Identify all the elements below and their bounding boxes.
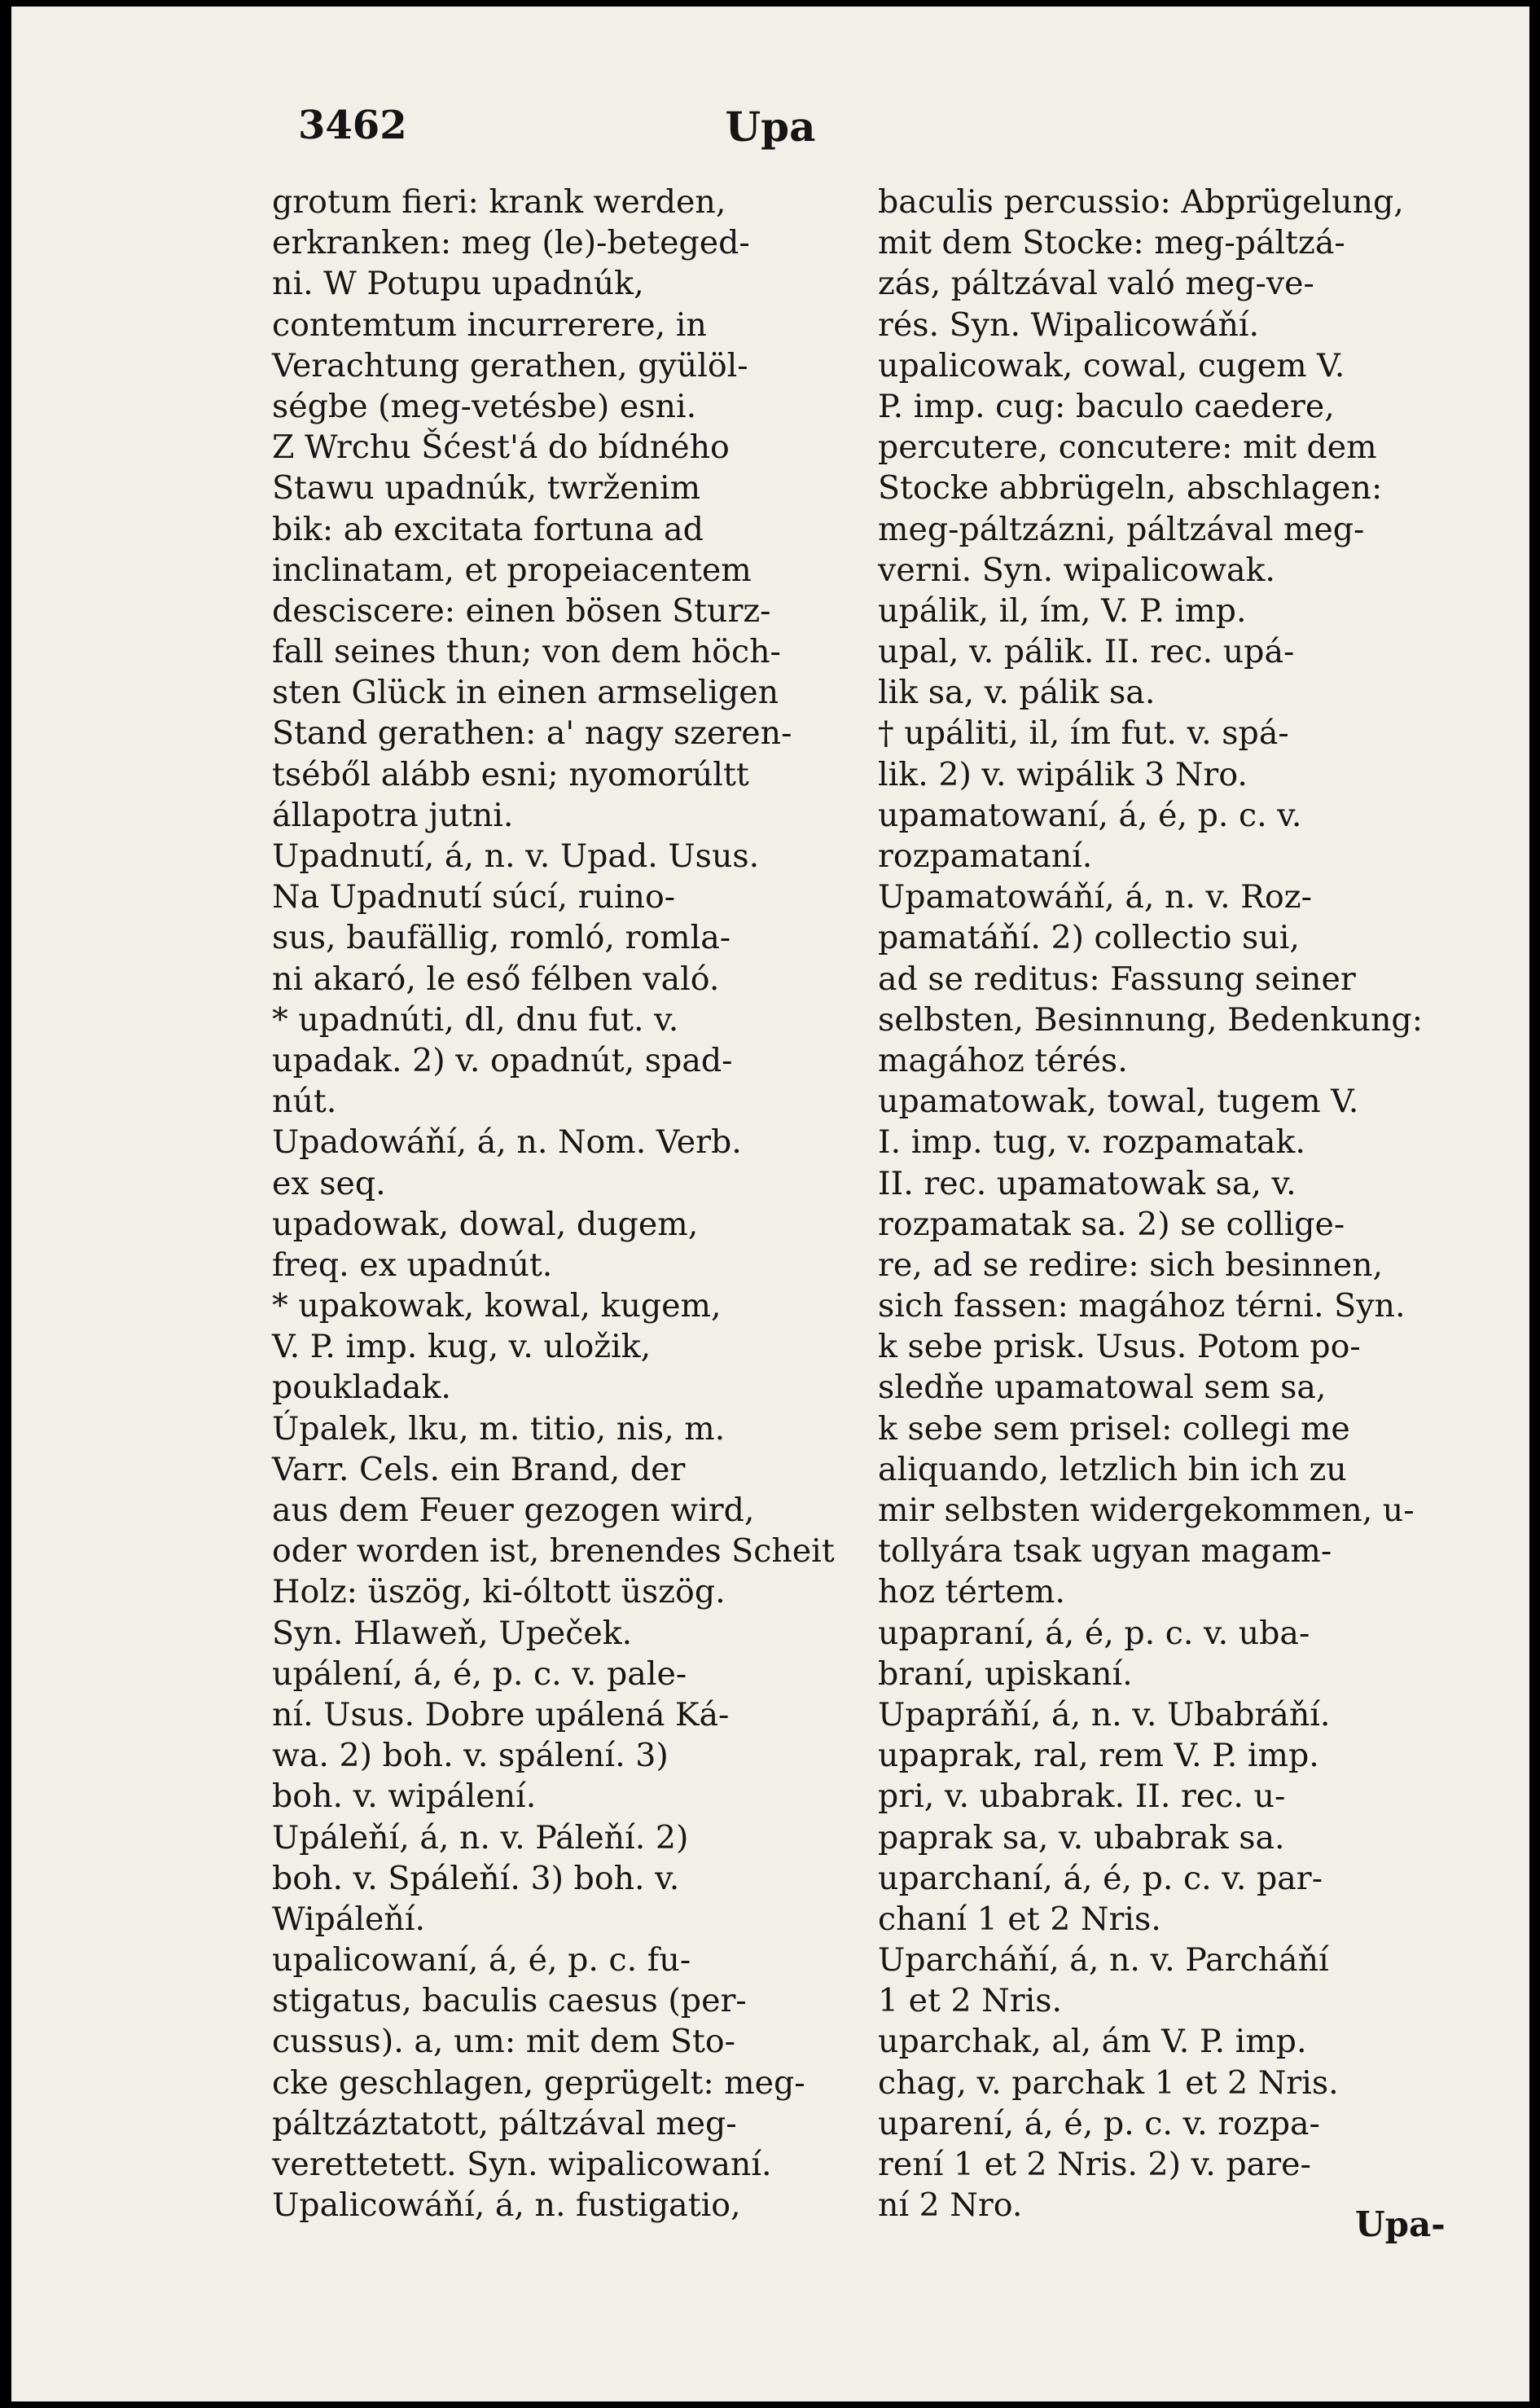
text-line: upamatowak, towal, tugem V. (878, 1083, 1359, 1121)
running-head: Upa (725, 103, 816, 151)
text-line: 1 et 2 Nris. (878, 1982, 1063, 2020)
text-line: Uparcháňí, á, n. v. Parcháňí (878, 1941, 1329, 1980)
text-line: ex seq. (272, 1164, 386, 1202)
text-line: P. imp. cug: baculo caedere, (878, 387, 1335, 425)
text-line: upalicowak, cowal, cugem V. (878, 346, 1345, 384)
text-line: Varr. Cels. ein Brand, der (272, 1450, 686, 1488)
text-line: Stand gerathen: a' nagy szeren- (272, 714, 792, 753)
left-column (272, 182, 891, 2226)
text-line: V. P. imp. kug, v. uložik, (272, 1328, 652, 1366)
text-line: ní 2 Nro. (878, 2186, 1023, 2225)
text-line: lik sa, v. pálik sa. (878, 674, 1156, 712)
text-line: magához térés. (878, 1041, 1128, 1079)
text-line: upadowak, dowal, dugem, (272, 1205, 699, 1243)
text-line: tollyára tsak ugyan magam- (878, 1532, 1332, 1571)
text-line: contemtum incurrerere, in (272, 305, 707, 344)
text-line: Holz: üszög, ki-óltott üszög. (272, 1573, 726, 1611)
text-line: upálik, il, ím, V. P. imp. (878, 591, 1247, 630)
text-line: k sebe prisk. Usus. Potom po- (878, 1328, 1361, 1366)
text-line: fall seines thun; von dem höch- (272, 633, 781, 671)
text-line: desciscere: einen bösen Sturz- (272, 591, 771, 630)
text-line: Stocke abbrügeln, abschlagen: (878, 469, 1383, 508)
text-line: erkranken: meg (le)-beteged- (272, 224, 750, 262)
text-line: upalicowaní, á, é, p. c. fu- (272, 1941, 691, 1980)
text-line: sledňe upamatowal sem sa, (878, 1369, 1327, 1407)
text-line: baculis percussio: Abprügelung, (878, 183, 1404, 221)
text-line: ní. Usus. Dobre upálená Ká- (272, 1695, 730, 1733)
text-line: * upakowak, kowal, kugem, (272, 1287, 722, 1325)
text-line: pri, v. ubabrak. II. rec. u- (878, 1777, 1286, 1816)
text-line: verettetett. Syn. wipalicowaní. (272, 2146, 772, 2183)
text-line: aliquando, letzlich bin ich zu (878, 1450, 1347, 1488)
text-line: upamatowaní, á, é, p. c. v. (878, 796, 1302, 834)
text-line: mit dem Stocke: meg-páltzá- (878, 224, 1345, 262)
text-line: II. rec. upamatowak sa, v. (878, 1164, 1296, 1202)
text-line: upal, v. pálik. II. rec. upá- (878, 633, 1295, 671)
text-line: cussus). a, um: mit dem Sto- (272, 2023, 736, 2061)
text-line: lik. 2) v. wipálik 3 Nro. (878, 755, 1248, 793)
text-line: rozpamatak sa. 2) se collige- (878, 1205, 1345, 1243)
text-line: boh. v. wipálení. (272, 1777, 537, 1816)
text-line: Verachtung gerathen, gyülöl- (272, 346, 748, 384)
text-line: pamatáňí. 2) collectio sui, (878, 919, 1300, 957)
text-line: oder worden ist, brenendes Scheit (272, 1532, 835, 1571)
text-line: ad se reditus: Fassung seiner (878, 960, 1356, 998)
text-line: uparení, á, é, p. c. v. rozpa- (878, 2104, 1320, 2142)
text-line: inclinatam, et propeiacentem (272, 551, 752, 589)
text-line: upálení, á, é, p. c. v. pale- (272, 1654, 687, 1693)
text-line: * upadnúti, dl, dnu fut. v. (272, 1000, 679, 1039)
text-line: rés. Syn. Wipalicowáňí. (878, 305, 1260, 344)
text-line: upapraní, á, é, p. c. v. uba- (878, 1614, 1310, 1652)
text-line: cke geschlagen, geprügelt: meg- (272, 2063, 805, 2102)
text-line: † upáliti, il, ím fut. v. spá- (878, 714, 1289, 753)
catchword: Upa- (1355, 2204, 1446, 2244)
book-page (11, 7, 1529, 2401)
text-line: freq. ex upadnút. (272, 1246, 553, 1284)
text-line: bik: ab excitata fortuna ad (272, 510, 704, 548)
text-line: Upáleňí, á, n. v. Páleňí. 2) (272, 1818, 689, 1857)
text-line: Upamatowáňí, á, n. v. Roz- (878, 878, 1312, 916)
text-line: mir selbsten widergekommen, u- (878, 1492, 1415, 1529)
text-line: re, ad se redire: sich besinnen, (878, 1246, 1384, 1284)
text-line: paprak sa, v. ubabrak sa. (878, 1818, 1285, 1857)
text-line: meg-páltzázni, páltzával meg- (878, 510, 1365, 548)
page-header (11, 103, 1529, 160)
text-line: k sebe sem prisel: collegi me (878, 1409, 1350, 1448)
text-line: chag, v. parchak 1 et 2 Nris. (878, 2063, 1339, 2102)
text-line: selbsten, Besinnung, Bedenkung: (878, 1000, 1424, 1039)
text-line: stigatus, baculis caesus (per- (272, 1982, 747, 2020)
page-number: 3462 (298, 103, 407, 148)
text-line: upadak. 2) v. opadnút, spad- (272, 1041, 733, 1079)
text-line: Z Wrchu Šćest'á do bídného (272, 428, 730, 467)
text-line: ségbe (meg-vetésbe) esni. (272, 387, 697, 425)
text-line: chaní 1 et 2 Nris. (878, 1900, 1161, 1938)
text-line: Syn. Hlaweň, Upeček. (272, 1614, 633, 1652)
text-line: grotum fieri: krank werden, (272, 183, 726, 221)
text-line: upaprak, ral, rem V. P. imp. (878, 1737, 1319, 1775)
text-line: sus, baufällig, romló, romla- (272, 919, 731, 957)
text-line: Wipáleňí. (272, 1900, 426, 1938)
text-line: uparchaní, á, é, p. c. v. par- (878, 1859, 1323, 1897)
text-line: tséből alább esni; nyomorúltt (272, 755, 749, 793)
text-line: ni akaró, le eső félben való. (272, 960, 720, 998)
text-line: braní, upiskaní. (878, 1654, 1133, 1693)
text-line: Na Upadnutí súcí, ruino- (272, 878, 676, 916)
text-line: Upalicowáňí, á, n. fustigatio, (272, 2186, 741, 2225)
text-line: hoz tértem. (878, 1573, 1065, 1611)
text-line: I. imp. tug, v. rozpamatak. (878, 1123, 1305, 1162)
text-line: rozpamataní. (878, 837, 1093, 875)
text-line: Upadowáňí, á, n. Nom. Verb. (272, 1123, 742, 1162)
text-line: percutere, concutere: mit dem (878, 428, 1377, 467)
text-line: nút. (272, 1083, 337, 1121)
text-line: zás, páltzával való meg-ve- (878, 265, 1314, 303)
text-line: rení 1 et 2 Nris. 2) v. pare- (878, 2146, 1311, 2183)
text-line: Úpalek, lku, m. titio, nis, m. (272, 1409, 726, 1448)
text-line: verni. Syn. wipalicowak. (878, 551, 1275, 589)
text-line: Upadnutí, á, n. v. Upad. Usus. (272, 837, 760, 875)
text-line: állapotra jutni. (272, 796, 514, 834)
text-line: sten Glück in einen armseligen (272, 674, 779, 712)
text-line: Stawu upadnúk, twrženim (272, 469, 701, 508)
text-line: uparchak, al, ám V. P. imp. (878, 2023, 1307, 2061)
text-line: páltzáztatott, páltzával meg- (272, 2104, 737, 2142)
right-column (878, 182, 1497, 2226)
text-line: wa. 2) boh. v. spálení. 3) (272, 1737, 669, 1775)
text-line: ni. W Potupu upadnúk, (272, 265, 644, 303)
text-line: sich fassen: magához térni. Syn. (878, 1287, 1406, 1325)
text-line: poukladak. (272, 1369, 451, 1407)
text-line: boh. v. Spáleňí. 3) boh. v. (272, 1859, 680, 1897)
text-line: aus dem Feuer gezogen wird, (272, 1492, 755, 1529)
text-line: Upapráňí, á, n. v. Ubabráňí. (878, 1695, 1331, 1733)
